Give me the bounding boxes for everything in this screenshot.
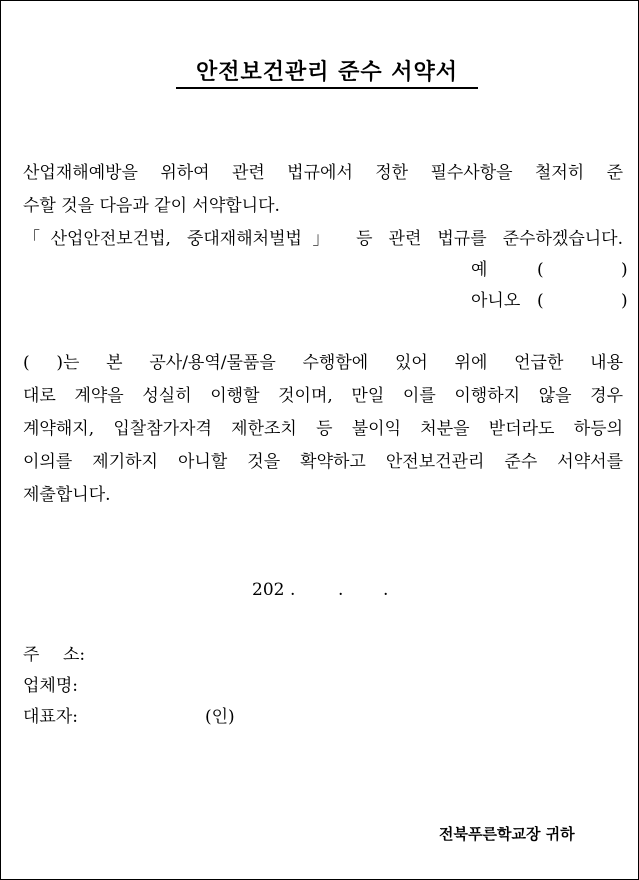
option-yes-close-paren: ) [621,260,628,280]
date-dot-2: . [338,580,344,600]
option-yes-label: 예 [471,260,488,280]
company-name-label: 업체명: [23,676,78,696]
option-no-close-paren: ) [621,291,628,311]
document-title: 안전보건관리 준수 서약서 [176,57,478,89]
date-year: 202 [252,580,285,600]
pledge-line-3: 계약해지, 입찰참가자격 제한조치 등 불이익 처분을 받더라도 하등의 [23,419,623,439]
addressee: 전북푸른학교장 귀하 [439,825,575,843]
seal-mark: (인) [205,707,235,727]
option-yes-open-paren: ( [537,260,544,280]
address-label-char-2: 소: [63,645,86,665]
date-dot-3: . [383,580,389,600]
intro-line-3: 「산업안전보건법, 중대재해처벌법」 등 관련 법규를 준수하겠습니다. [23,229,623,249]
date-dot-1: . [290,580,296,600]
intro-line-1: 산업재해예방을 위하여 관련 법규에서 정한 필수사항을 철저히 준 [23,163,623,183]
intro-line-2: 수할 것을 다음과 같이 서약합니다. [23,196,280,216]
address-label-char-1: 주 [23,645,40,665]
representative-label: 대표자: [23,707,78,727]
option-no-open-paren: ( [537,291,544,311]
pledge-line-4: 이의를 제기하지 아니할 것을 확약하고 안전보건관리 준수 서약서를 [23,452,623,472]
pledge-line-1: ( )는 본 공사/용역/물품을 수행함에 있어 위에 언급한 내용 [23,353,623,373]
option-no-label: 아니오 [471,291,521,311]
pledge-line-2: 대로 계약을 성실히 이행할 것이며, 만일 이를 이행하지 않을 경우 [23,386,623,406]
pledge-line-5: 제출합니다. [23,485,111,505]
